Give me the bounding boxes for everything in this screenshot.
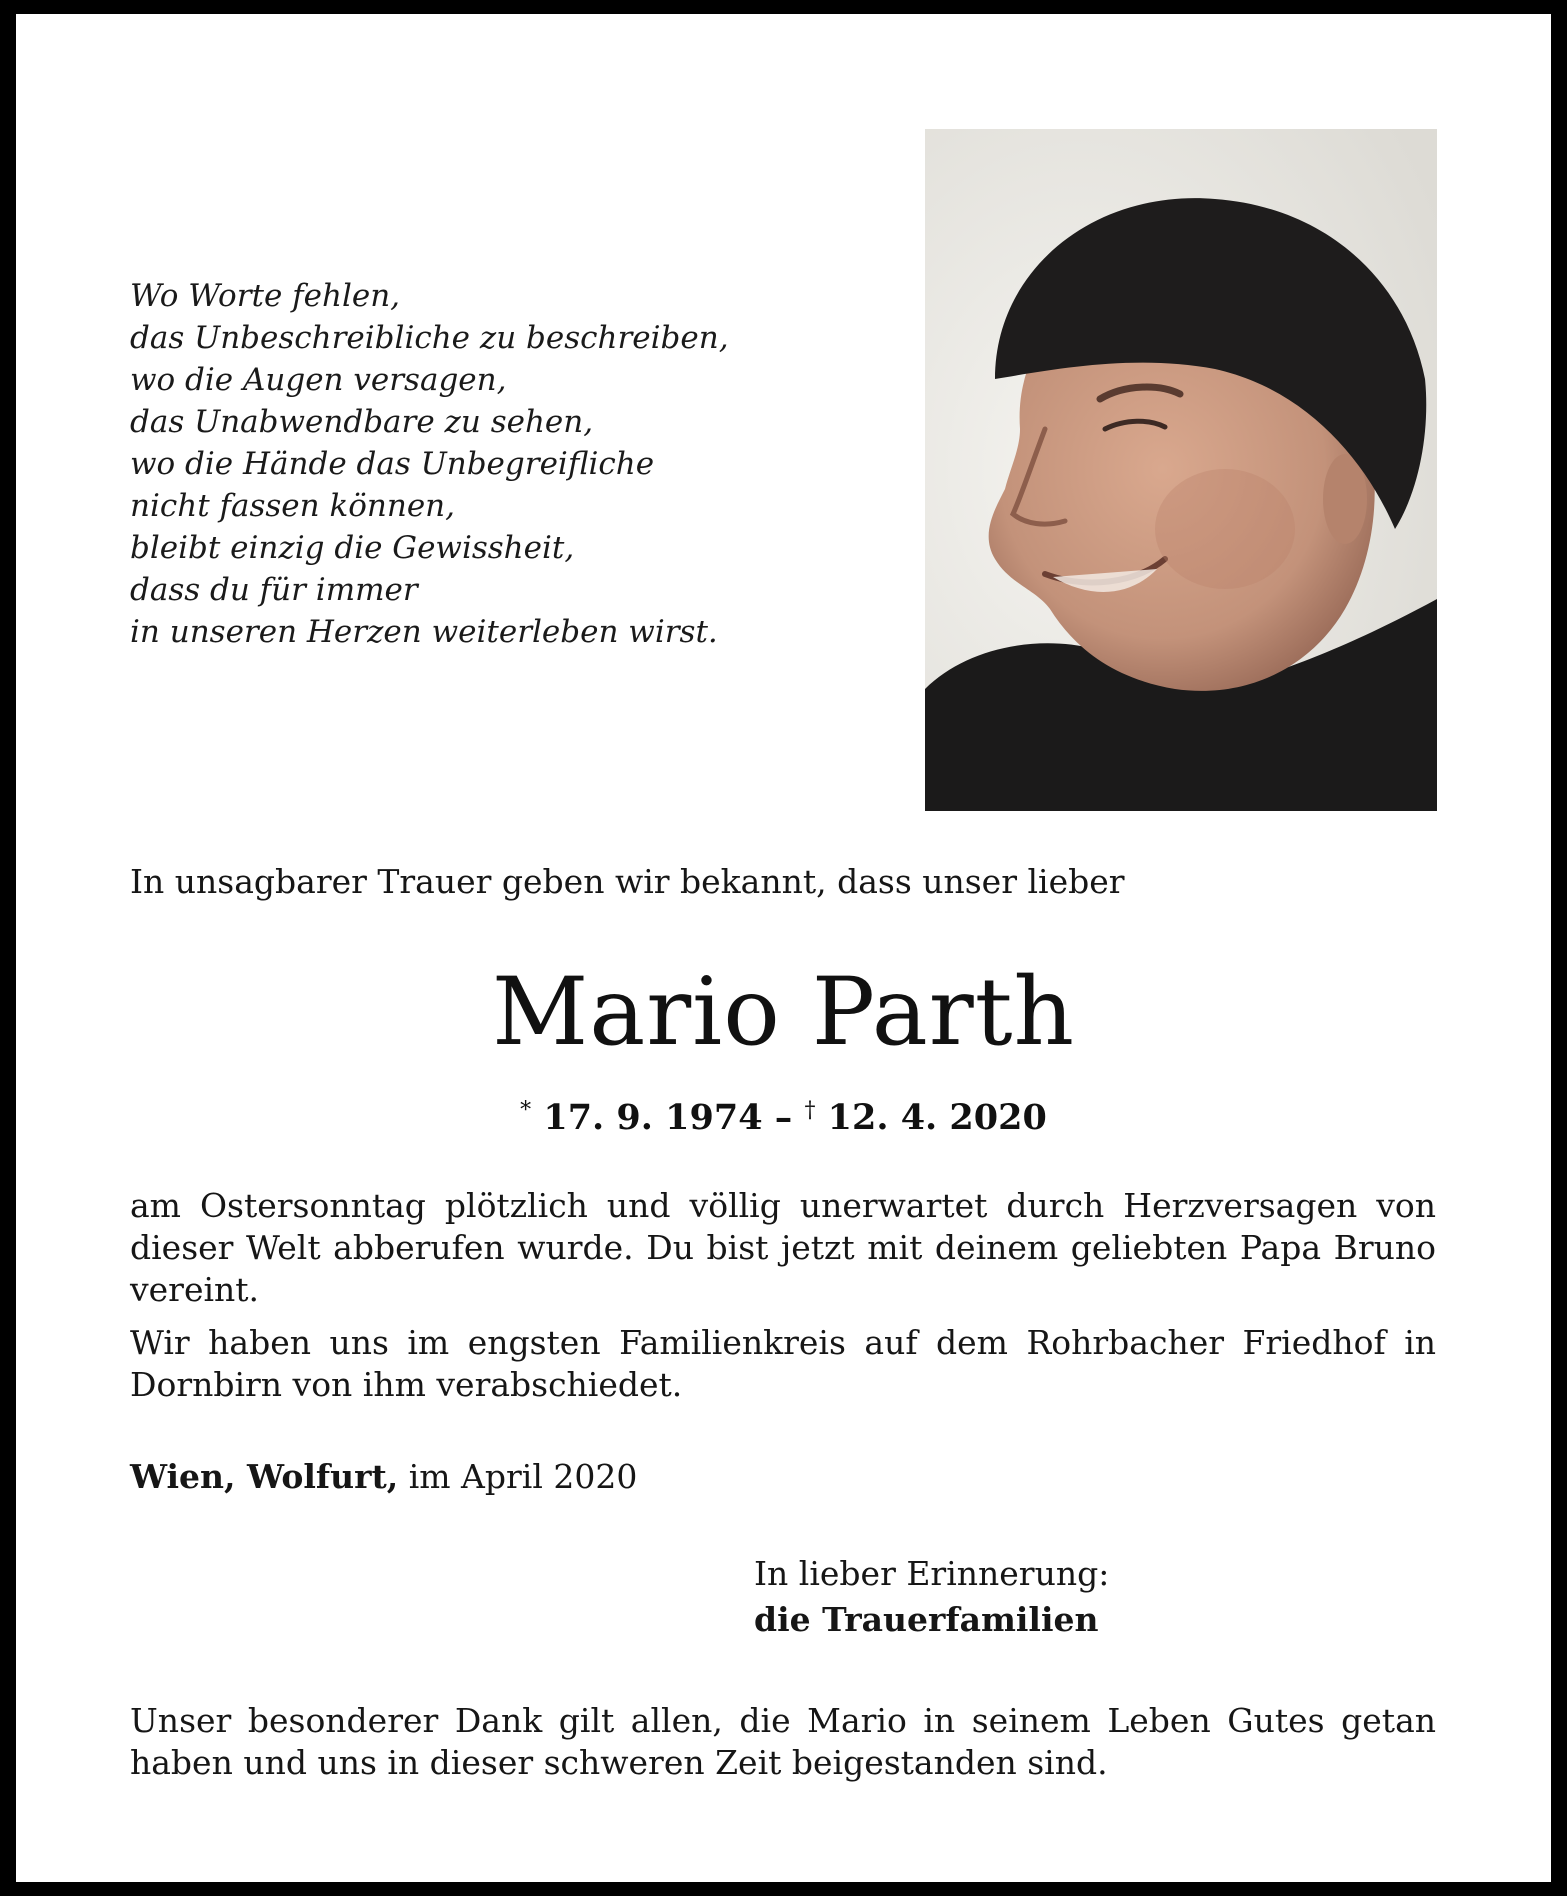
month-year: im April 2020 [398,1457,638,1496]
death-mark: † [804,1098,816,1123]
funeral-paragraph: Wir haben uns im engsten Familienkreis auf dem Rohrbacher Friedhof in Dornbirn von ihm verabschiedet. [130,1323,1436,1404]
place-date-line [130,1455,637,1499]
poem-line: wo die Augen versagen, [130,362,507,398]
memory-signature [754,1551,1109,1643]
poem-line: wo die Hände das Unbegreifliche [130,446,655,482]
birth-mark: * [520,1098,532,1123]
poem-line: das Unbeschreibliche zu beschreiben, [130,320,729,356]
death-date: 12. 4. 2020 [827,1097,1047,1138]
poem-line: bleibt einzig die Gewissheit, [130,530,575,566]
date-separator: – [762,1097,805,1138]
life-dates [0,1088,1567,1141]
families-signature: die Trauerfamilien [754,1600,1099,1639]
poem-line: nicht fassen können, [130,488,456,524]
poem-line: dass du für immer [130,572,418,608]
poem-line: Wo Worte fehlen, [130,278,401,314]
intro-text: In unsagbarer Trauer geben wir bekannt, dass unser lieber [130,862,1125,901]
portrait-photo [925,129,1437,811]
announcement-paragraph: am Ostersonntag plötzlich und völlig unerwartet durch Herzversagen von dieser Welt abberufen wurde. Du bist jetzt mit deinem geliebten Papa Bruno vereint. [130,1186,1436,1309]
poem [130,275,770,653]
poem-line: in unseren Herzen weiterleben wirst. [130,614,718,650]
memory-line: In lieber Erinnerung: [754,1554,1110,1593]
birth-date: 17. 9. 1974 [543,1097,763,1138]
place-names: Wien, Wolfurt, [130,1457,399,1496]
thanks-paragraph: Unser besonderer Dank gilt allen, die Mario in seinem Leben Gutes getan haben und uns in dieser schweren Zeit beigestanden sind. [130,1701,1436,1782]
poem-line: das Unabwendbare zu sehen, [130,404,594,440]
deceased-name: Mario Parth [491,958,1076,1067]
